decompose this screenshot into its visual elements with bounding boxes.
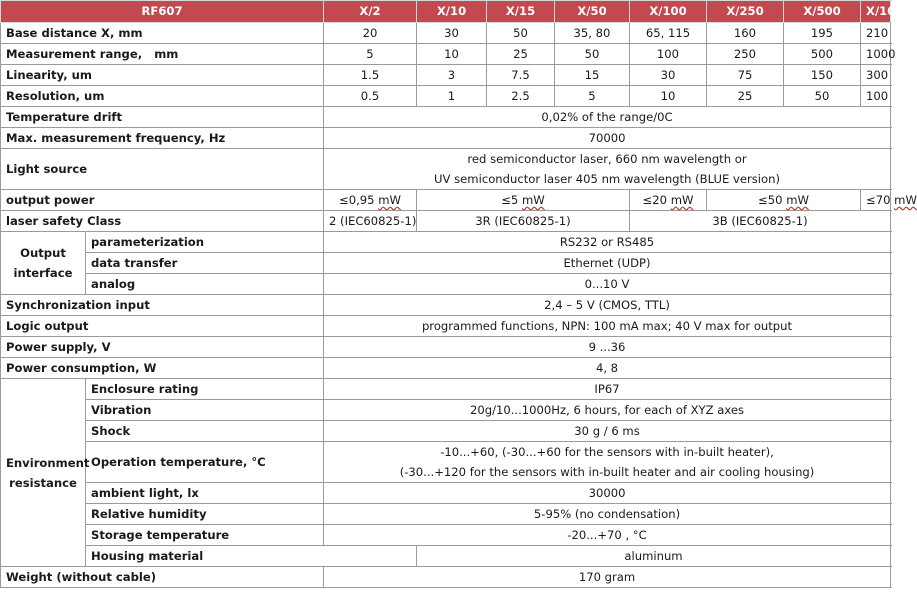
power-value: ≤50	[758, 193, 783, 207]
table-row	[1, 107, 891, 128]
output-power-cell	[707, 190, 861, 211]
row-label: Base distance X, mm	[1, 23, 324, 44]
table-cell: 30	[417, 23, 487, 44]
sub-row-label: data transfer	[86, 253, 324, 274]
sub-row-label: ambient light, lx	[86, 483, 324, 504]
column-header: X/50	[555, 1, 630, 23]
power-unit: mW	[522, 193, 545, 207]
max-frequency-value: 70000	[324, 128, 891, 149]
table-row	[1, 379, 891, 400]
header-row	[1, 1, 891, 23]
table-cell: 195	[784, 23, 861, 44]
table-row	[1, 295, 891, 316]
operation-temp-value	[324, 442, 891, 483]
laser-class-cell: 3R (IEC60825-1)	[417, 211, 630, 232]
table-cell: programmed functions, NPN: 100 mA max; 40 V max for output	[324, 316, 891, 337]
table-cell: 30 g / 6 ms	[324, 421, 891, 442]
table-row	[1, 337, 891, 358]
table-row	[1, 253, 891, 274]
power-unit: mW	[378, 193, 401, 207]
output-power-cell	[417, 190, 630, 211]
column-header: X/15	[487, 1, 555, 23]
output-power-cell	[324, 190, 417, 211]
table-cell: 150	[784, 65, 861, 86]
table-row	[1, 211, 891, 232]
row-label: Temperature drift	[1, 107, 324, 128]
table-cell: 1.5	[324, 65, 417, 86]
group-label-line: resistance	[9, 475, 77, 490]
table-cell: 20	[324, 23, 417, 44]
sub-row-label: Operation temperature, °C	[86, 442, 324, 483]
sub-row-label: Storage temperature	[86, 525, 324, 546]
row-label: Resolution, um	[1, 86, 324, 107]
table-cell: 0...10 V	[324, 274, 891, 295]
table-cell: 300	[861, 65, 891, 86]
table-cell: 160	[707, 23, 784, 44]
power-value: ≤20	[642, 193, 667, 207]
row-label: output power	[1, 190, 324, 211]
laser-class-cell: 3B (IEC60825-1)	[630, 211, 891, 232]
table-row	[1, 65, 891, 86]
table-cell: 2.5	[487, 86, 555, 107]
table-cell: 0.5	[324, 86, 417, 107]
table-row	[1, 274, 891, 295]
table-row	[1, 128, 891, 149]
light-source-value	[324, 149, 891, 190]
table-cell: 25	[487, 44, 555, 65]
table-row	[1, 86, 891, 107]
table-cell: 30000	[324, 483, 891, 504]
power-value: ≤0,95	[339, 193, 375, 207]
table-cell: 1000	[861, 44, 891, 65]
output-interface-group-label	[1, 232, 86, 295]
table-cell: 10	[417, 44, 487, 65]
table-row	[1, 44, 891, 65]
group-label-line: Output	[20, 246, 66, 260]
operation-temp-line: -10...+60, (-30...+60 for the sensors with in-built heater),	[440, 445, 774, 459]
table-row	[1, 149, 891, 190]
table-cell: IP67	[324, 379, 891, 400]
group-label-line: interface	[13, 266, 73, 280]
table-row	[1, 421, 891, 442]
table-row	[1, 232, 891, 253]
column-header: X/250	[707, 1, 784, 23]
table-cell: 250	[707, 44, 784, 65]
row-label: Synchronization input	[1, 295, 324, 316]
row-label: Power consumption, W	[1, 358, 324, 379]
table-row	[1, 316, 891, 337]
table-cell: 100	[630, 44, 707, 65]
row-label: Max. measurement frequency, Hz	[1, 128, 324, 149]
laser-class-cell: 2 (IEC60825-1)	[324, 211, 417, 232]
table-row	[1, 504, 891, 525]
table-cell: 35, 80	[555, 23, 630, 44]
row-label: Measurement range, mm	[1, 44, 324, 65]
power-unit: mW	[670, 193, 694, 207]
table-cell: 30	[630, 65, 707, 86]
environment-group-label	[1, 379, 90, 567]
table-cell: aluminum	[417, 546, 891, 567]
table-cell: 5	[555, 86, 630, 107]
table-cell: Ethernet (UDP)	[324, 253, 891, 274]
sub-row-label: analog	[86, 274, 324, 295]
table-cell: 50	[555, 44, 630, 65]
column-header: X/2	[324, 1, 417, 23]
table-cell: 210	[861, 23, 891, 44]
group-label-line: Environment	[6, 455, 90, 470]
power-value: ≤70	[866, 193, 891, 207]
row-label: Light source	[1, 149, 324, 190]
output-power-cell	[861, 190, 917, 211]
column-header: X/500	[784, 1, 861, 23]
model-header: RF607	[1, 1, 324, 23]
output-power-cell	[630, 190, 707, 211]
table-row	[1, 442, 891, 483]
table-cell: 7.5	[487, 65, 555, 86]
table-cell: 25	[707, 86, 784, 107]
table-cell: 5	[324, 44, 417, 65]
row-label: Housing material	[86, 546, 417, 567]
table-cell: 50	[784, 86, 861, 107]
table-cell: 100	[861, 86, 891, 107]
temperature-drift-value: 0,02% of the range/0C	[324, 107, 891, 128]
row-label: laser safety Class	[1, 211, 324, 232]
table-row	[1, 400, 891, 421]
table-cell: 75	[707, 65, 784, 86]
sub-row-label: Vibration	[86, 400, 324, 421]
light-source-line: red semiconductor laser, 660 nm wavelength or	[467, 152, 747, 166]
power-unit: mW	[786, 193, 809, 207]
table-cell: 3	[417, 65, 487, 86]
table-row	[1, 546, 891, 567]
table-cell: -20...+70 , °C	[324, 525, 891, 546]
table-cell: 5-95% (no condensation)	[324, 504, 891, 525]
table-cell: 9 ...36	[324, 337, 891, 358]
sub-row-label: Enclosure rating	[86, 379, 324, 400]
sub-row-label: parameterization	[86, 232, 324, 253]
light-source-line: UV semiconductor laser 405 nm wavelength (BLUE version)	[434, 172, 780, 186]
sub-row-label: Shock	[86, 421, 324, 442]
table-cell: 500	[784, 44, 861, 65]
table-cell: 15	[555, 65, 630, 86]
power-value: ≤5	[501, 193, 519, 207]
table-row	[1, 190, 891, 211]
column-header: X/10	[417, 1, 487, 23]
operation-temp-line: (-30...+120 for the sensors with in-built heater and air cooling housing)	[399, 465, 815, 479]
table-cell: RS232 or RS485	[324, 232, 891, 253]
table-cell: 170 gram	[324, 567, 891, 588]
table-row	[1, 525, 891, 546]
table-cell: 4, 8	[324, 358, 891, 379]
table-cell: 50	[487, 23, 555, 44]
power-unit: mW	[894, 193, 917, 207]
table-row	[1, 567, 891, 588]
row-label: Power supply, V	[1, 337, 324, 358]
table-cell: 20g/10...1000Hz, 6 hours, for each of XYZ axes	[324, 400, 891, 421]
table-row	[1, 358, 891, 379]
row-label: Linearity, um	[1, 65, 324, 86]
row-label: Logic output	[1, 316, 324, 337]
column-header: X/1000	[861, 1, 891, 23]
table-cell: 2,4 – 5 V (CMOS, TTL)	[324, 295, 891, 316]
table-cell: 65, 115	[630, 23, 707, 44]
table-row	[1, 23, 891, 44]
table-cell: 10	[630, 86, 707, 107]
column-header: X/100	[630, 1, 707, 23]
table-row	[1, 483, 891, 504]
row-label: Weight (without cable)	[1, 567, 324, 588]
table-cell: 1	[417, 86, 487, 107]
sub-row-label: Relative humidity	[86, 504, 324, 525]
